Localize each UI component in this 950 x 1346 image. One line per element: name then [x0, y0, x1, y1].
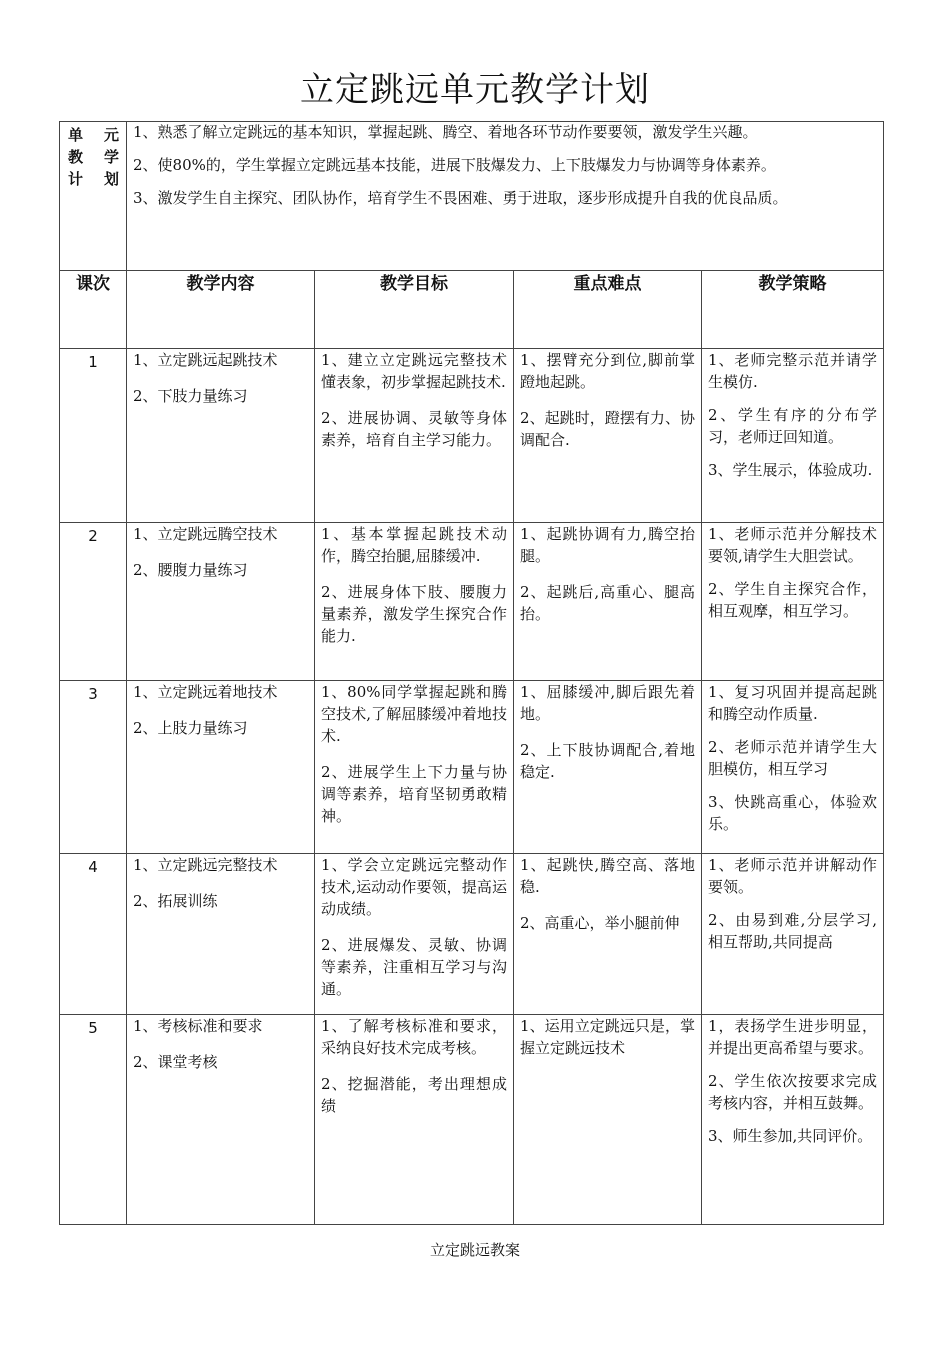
lesson-strategies [702, 854, 884, 1015]
lesson-content [127, 349, 315, 523]
unit-plan-table [59, 121, 884, 1225]
header-objectives: 教学目标 [315, 271, 514, 349]
lesson-number: 1 [60, 349, 127, 523]
content-item: 1、立定跳远着地技术 [133, 683, 278, 701]
lesson-objectives [315, 681, 514, 854]
unit-goal: 2、使80%的，学生掌握立定跳远基本技能，进展下肢爆发力、上下肢爆发力与协调等身体素养。 [133, 156, 776, 174]
lesson-content [127, 681, 315, 854]
strategy-item: 2、学生有序的分布学习，老师迂回知道。 [708, 406, 877, 446]
lesson-key-points [514, 1015, 702, 1225]
lesson-objectives [315, 349, 514, 523]
unit-label-line: 教学 [68, 148, 119, 166]
lesson-number: 3 [60, 681, 127, 854]
unit-label-line: 计划 [68, 170, 119, 188]
unit-goals-row [60, 122, 884, 271]
lesson-row [60, 681, 884, 854]
lesson-row [60, 854, 884, 1015]
key-point-item: 1、起跳快,腾空高、落地稳. [520, 856, 695, 896]
header-key-points: 重点难点 [514, 271, 702, 349]
header-content: 教学内容 [127, 271, 315, 349]
lesson-objectives [315, 1015, 514, 1225]
lesson-number: 2 [60, 523, 127, 681]
header-row [60, 271, 884, 349]
strategy-item: 2、学生自主探究合作，相互观摩，相互学习。 [708, 580, 877, 620]
content-item: 1、立定跳远腾空技术 [133, 525, 278, 543]
unit-plan-label [60, 122, 127, 271]
lesson-key-points [514, 681, 702, 854]
content-item: 2、下肢力量练习 [133, 387, 248, 405]
content-item: 2、拓展训练 [133, 892, 218, 910]
lesson-key-points [514, 349, 702, 523]
strategy-item: 2、由易到难,分层学习,相互帮助,共同提高 [708, 911, 877, 951]
lesson-number: 4 [60, 854, 127, 1015]
lesson-row [60, 523, 884, 681]
objective-item: 2、挖掘潜能，考出理想成绩 [321, 1075, 507, 1115]
content-item: 2、腰腹力量练习 [133, 561, 248, 579]
lesson-content [127, 523, 315, 681]
objective-item: 1、了解考核标准和要求，采纳良好技术完成考核。 [321, 1017, 507, 1057]
key-point-item: 2、起跳时，蹬摆有力、协调配合. [520, 409, 695, 449]
unit-label-line: 单元 [68, 126, 119, 144]
strategy-item: 1，表扬学生进步明显，并提出更高希望与要求。 [708, 1017, 877, 1057]
objective-item: 1、80%同学掌握起跳和腾空技术,了解屈膝缓冲着地技术. [321, 683, 507, 745]
lesson-strategies [702, 681, 884, 854]
content-item: 2、课堂考核 [133, 1053, 218, 1071]
objective-item: 1、建立立定跳远完整技术懂表象，初步掌握起跳技术. [321, 351, 507, 391]
strategy-item: 2、老师示范并请学生大胆模仿，相互学习 [708, 738, 877, 778]
key-point-item: 1、运用立定跳远只是，掌握立定跳远技术 [520, 1017, 695, 1057]
key-point-item: 2、高重心，举小腿前伸 [520, 914, 680, 932]
lesson-key-points [514, 523, 702, 681]
content-item: 1、立定跳远起跳技术 [133, 351, 278, 369]
strategy-item: 3、快跳高重心，体验欢乐。 [708, 793, 877, 833]
page-footer: 立定跳远教案 [429, 1241, 520, 1259]
strategy-item: 2、学生依次按要求完成考核内容，并相互鼓舞。 [708, 1072, 877, 1112]
page-title: 立定跳远单元教学计划 [300, 70, 650, 110]
objective-item: 2、进展协调、灵敏等身体素养，培育自主学习能力。 [321, 409, 507, 449]
objective-item: 1、学会立定跳远完整动作技术,运动动作要领，提高运动成绩。 [321, 856, 507, 918]
key-point-item: 1、摆臂充分到位,脚前掌蹬地起跳。 [520, 351, 695, 391]
strategy-item: 1、老师示范并分解技术要领,请学生大胆尝试。 [708, 525, 877, 565]
key-point-item: 1、起跳协调有力,腾空抬腿。 [520, 525, 695, 565]
lesson-key-points [514, 854, 702, 1015]
strategy-item: 1、复习巩固并提高起跳和腾空动作质量. [708, 683, 877, 723]
content-item: 1、考核标准和要求 [133, 1017, 263, 1035]
lesson-row [60, 1015, 884, 1225]
key-point-item: 1、屈膝缓冲,脚后跟先着地。 [520, 683, 695, 723]
lesson-content [127, 854, 315, 1015]
lesson-strategies [702, 1015, 884, 1225]
strategy-item: 1、老师完整示范并请学生模仿. [708, 351, 877, 391]
unit-goal: 1、熟悉了解立定跳远的基本知识，掌握起跳、腾空、着地各环节动作要要领，激发学生兴趣。 [133, 123, 758, 141]
lesson-strategies [702, 523, 884, 681]
lesson-content [127, 1015, 315, 1225]
lesson-row [60, 349, 884, 523]
lesson-number: 5 [60, 1015, 127, 1225]
key-point-item: 2、上下肢协调配合,着地稳定. [520, 741, 695, 781]
content-item: 2、上肢力量练习 [133, 719, 248, 737]
unit-goal: 3、激发学生自主探究、团队协作，培育学生不畏困难、勇于进取，逐步形成提升自我的优良品质。 [133, 189, 788, 207]
header-strategies: 教学策略 [702, 271, 884, 349]
lesson-strategies [702, 349, 884, 523]
lesson-objectives [315, 523, 514, 681]
objective-item: 2、进展学生上下力量与协调等素养，培育坚韧勇敢精神。 [321, 763, 507, 825]
strategy-item: 3、学生展示，体验成功. [708, 461, 873, 479]
unit-goals-cell [127, 122, 884, 271]
header-lesson: 课次 [60, 271, 127, 349]
key-point-item: 2、起跳后,高重心、腿高抬。 [520, 583, 695, 623]
objective-item: 2、进展身体下肢、腰腹力量素养，激发学生探究合作能力. [321, 583, 507, 645]
objective-item: 1、基本掌握起跳技术动作，腾空抬腿,屈膝缓冲. [321, 525, 507, 565]
lesson-objectives [315, 854, 514, 1015]
strategy-item: 1、老师示范并讲解动作要领。 [708, 856, 877, 896]
content-item: 1、立定跳远完整技术 [133, 856, 278, 874]
strategy-item: 3、师生参加,共同评价。 [708, 1127, 873, 1145]
objective-item: 2、进展爆发、灵敏、协调等素养，注重相互学习与沟通。 [321, 936, 507, 998]
